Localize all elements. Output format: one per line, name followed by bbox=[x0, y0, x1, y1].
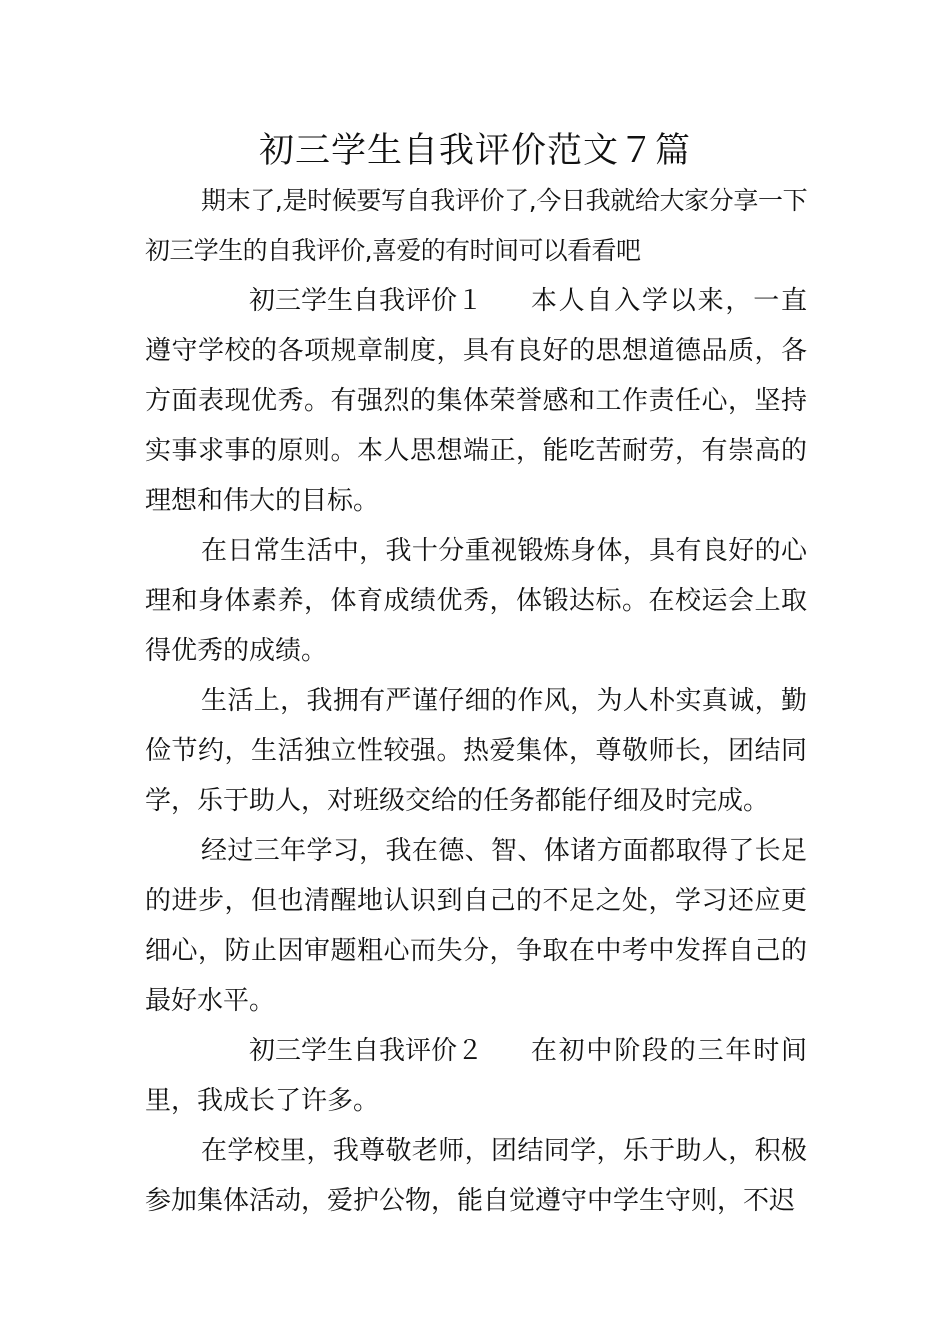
document-title: 初三学生自我评价范文７篇 bbox=[258, 131, 691, 171]
section-1-paragraph-1: 在日常生活中，我十分重视锻炼身体，具有良好的心理和身体素养，体育成绩优秀，体锻达标。在校运会上取得优秀的成绩。 bbox=[145, 536, 807, 666]
section-2-first-text: 在初中阶段的三年时间里，我成长了许多。 bbox=[145, 1036, 807, 1116]
section-1-first-paragraph bbox=[145, 276, 807, 526]
section-2-label: 初三学生自我评价２ bbox=[249, 1036, 484, 1066]
document-body bbox=[145, 176, 807, 1226]
intro-paragraph: 期末了,是时候要写自我评价了,今日我就给大家分享一下初三学生的自我评价,喜爱的有时间可以看看吧 bbox=[145, 186, 807, 265]
section-1-paragraph-2: 生活上，我拥有严谨仔细的作风，为人朴实真诚，勤俭节约，生活独立性较强。热爱集体，尊敬师长，团结同学，乐于助人，对班级交给的任务都能仔细及时完成。 bbox=[145, 686, 807, 816]
section-1-label: 初三学生自我评价１ bbox=[249, 286, 484, 316]
section-1-paragraph-3: 经过三年学习，我在德、智、体诸方面都取得了长足的进步，但也清醒地认识到自己的不足之处，学习还应更细心，防止因审题粗心而失分，争取在中考中发挥自己的最好水平。 bbox=[145, 836, 807, 1016]
section-1-first-text: 本人自入学以来，一直遵守学校的各项规章制度，具有良好的思想道德品质，各方面表现优秀。有强烈的集体荣誉感和工作责任心，坚持实事求事的原则。本人思想端正，能吃苦耐劳，有崇高的理想和伟大的目标。 bbox=[145, 286, 807, 516]
section-2-paragraph-1: 在学校里，我尊敬老师，团结同学，乐于助人，积极参加集体活动，爱护公物，能自觉遵守中学生守则，不迟 bbox=[145, 1136, 807, 1216]
section-2-first-paragraph bbox=[145, 1026, 807, 1126]
